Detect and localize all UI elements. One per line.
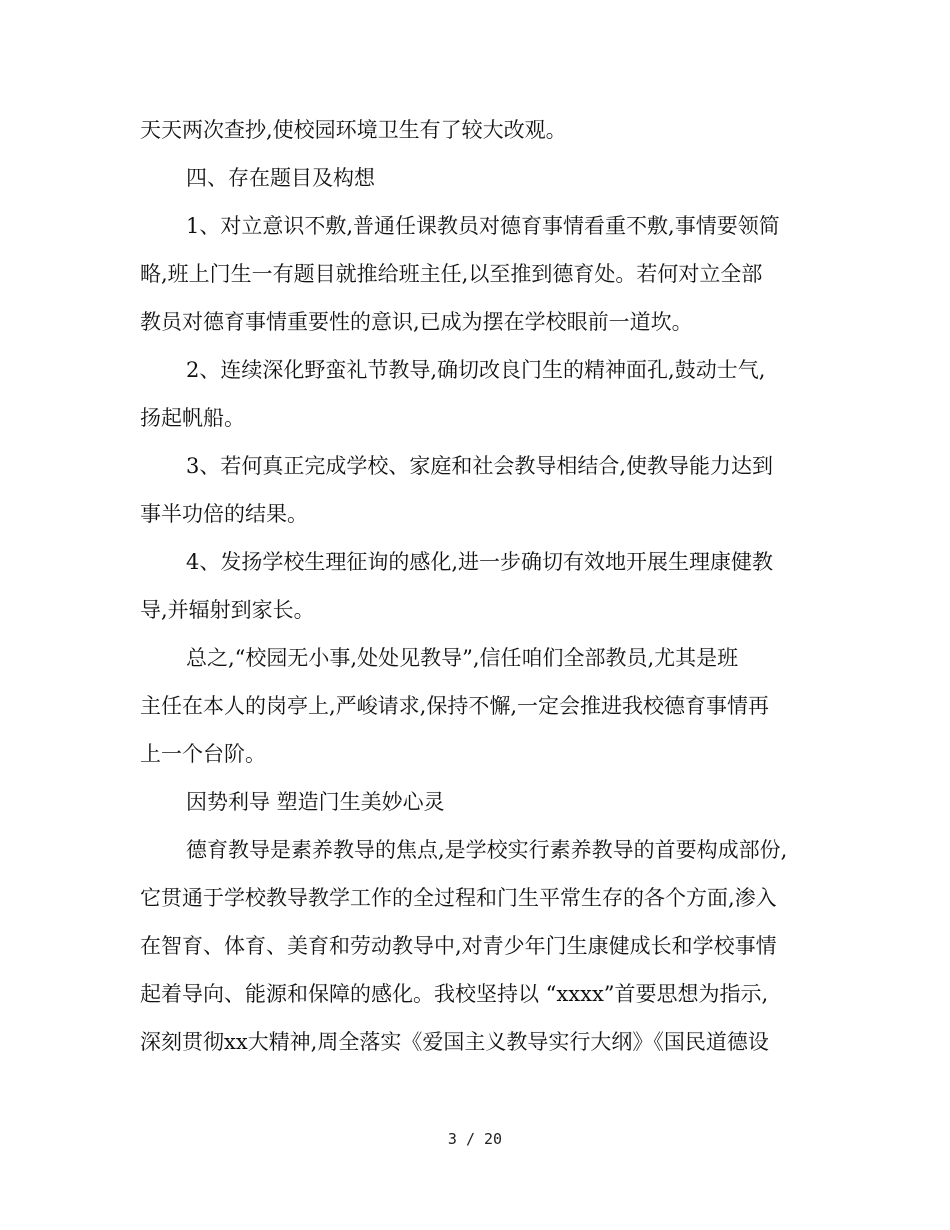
text-line: 事半功倍的结果。	[140, 502, 308, 526]
text-line: 2、连续深化野蛮礼节教导,确切改良门生的精神面孔,鼓动士气,	[186, 358, 766, 382]
text-line: 起着导向、能源和保障的感化。我校坚持以 “xxxx”首要思想为指示,	[140, 982, 769, 1006]
text-line: 它贯通于学校教导教学工作的全过程和门生平常生存的各个方面,渗入	[140, 886, 777, 910]
page-number: 3 / 20	[447, 1130, 503, 1148]
text-line: 扬起帆船。	[140, 406, 245, 430]
section-heading: 因势利导 塑造门生美妙心灵	[186, 790, 445, 814]
text-line: 上一个台阶。	[140, 742, 266, 766]
text-line: 在智育、体育、美育和劳动教导中,对青少年门生康健成长和学校事情	[140, 934, 777, 958]
section-heading: 四、存在题目及构想	[186, 166, 375, 190]
text-line: 总之,“校园无小事,处处见教导”,信任咱们全部教员,尤其是班	[186, 646, 739, 670]
text-line: 教员对德育事情重要性的意识,已成为摆在学校眼前一道坎。	[140, 310, 693, 334]
text-line: 深刻贯彻xx大精神,周全落实《爱国主义教导实行大纲》《国民道德设	[140, 1030, 769, 1054]
text-line: 导,并辐射到家长。	[140, 598, 315, 622]
text-line: 主任在本人的岗亭上,严峻请求,保持不懈,一定会推进我校德育事情再	[140, 694, 770, 718]
text-line: 4、发扬学校生理征询的感化,进一步确切有效地开展生理康健教	[186, 550, 774, 574]
text-line: 德育教导是素养教导的焦点,是学校实行素养教导的首要构成部份,	[186, 838, 788, 862]
text-line: 3、若何真正完成学校、家庭和社会教导相结合,使教导能力达到	[186, 454, 774, 478]
text-line: 略,班上门生一有题目就推给班主任,以至推到德育处。若何对立全部	[140, 262, 763, 286]
text-line: 天天两次查抄,使校园环境卫生有了较大改观。	[140, 118, 567, 142]
text-line: 1、对立意识不敷,普通任课教员对德育事情看重不敷,事情要领简	[186, 214, 780, 238]
